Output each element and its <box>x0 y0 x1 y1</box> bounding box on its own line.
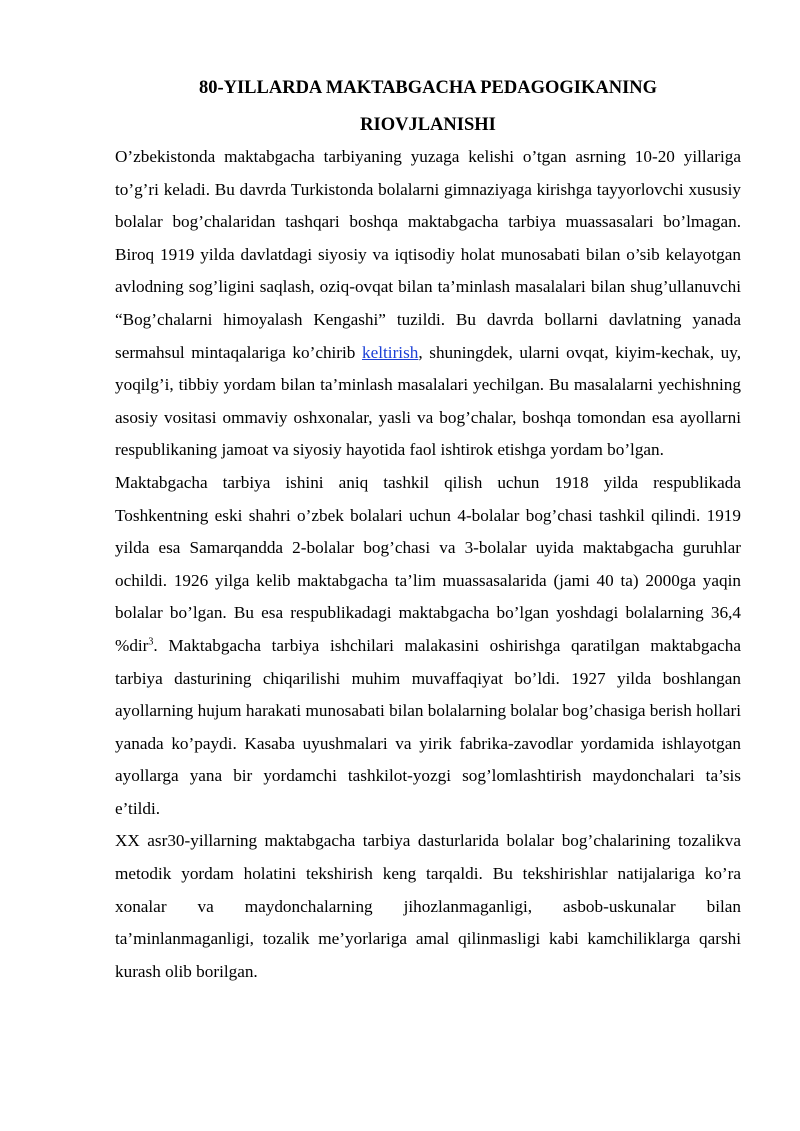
paragraph-2 <box>115 467 741 826</box>
paragraph-3: XX asr30-yillarning maktabgacha tarbiya dasturlarida bolalar bog’chalarining tozalikva metodik yordam holatini tekshirish keng tarqaldi. Bu tekshirishlar natijalariga ko’ra xonalar va maydonchalarning jihozlanmaganligi, asbob-uskunalar bilan ta’minlanmaganligi, tozalik me’yorlariga amal qilinmasligi kabi kamchiliklarga qarshi kurash olib borilgan. <box>115 831 741 981</box>
paragraph-2-text-a: Maktabgacha tarbiya ishini aniq tashkil qilish uchun 1918 yilda respublikada Toshkentning eski shahri o’zbek bolalari uchun 4-bolalar bog’chasi tashkil qilindi. 1919 yilda esa Samarqandda 2-bolalar bog’chasi va 3-bolalar uyida maktabgacha guruhlar ochildi. 1926 yilga kelib maktabgacha ta’lim muassasalarida (jami 40 ta) 2000ga yaqin bolalar bo’lgan. Bu esa respublikadagi maktabgacha bo’lgan yoshdagi bolalarning 36,4 %dir <box>115 472 741 655</box>
title-line-1: 80-YILLARDA MAKTABGACHA PEDAGOGIKANING <box>198 78 658 98</box>
footnote-reference: 3 <box>148 636 154 648</box>
page-title <box>115 70 741 144</box>
paragraph-1-text-a: O’zbekistonda maktabgacha tarbiyaning yuzaga kelishi o’tgan asrning 10-20 yillariga to’g’ri keladi. Bu davrda Turkistonda bolalarni gimnaziyaga kirishga tayyorlovchi xususiy bolalar bog’chalaridan tashqari boshqa maktabgacha tarbiya muassasalari bo’lmagan. Biroq 1919 yilda davlatdagi siyosiy va iqtisodiy holat munosabati bilan o’sib kelayotgan avlodning sog’ligini saqlash, oziq-ovqat bilan ta’minlash masalalari bilan shug’ullanuvchi “Bog’chalarni himoyalash Kengashi” tuzildi. Bu davrda bollarni davlatning yanada sermahsul mintaqalariga ko’chirib <box>115 147 741 362</box>
paragraph-2-text-b: . Maktabgacha tarbiya ishchilari malakasini oshirishga qaratilgan maktabgacha tarbiya dasturining chiqarilishi muhim muvaffaqiyat bo’ldi. 1927 yilda boshlangan ayollarning hujum harakati munosabati bilan bolalarning bolalar bog’chasiga berish hollari yanada ko’paydi. Kasaba uyushmalari va yirik fabrika-zavodlar yordamida ishlayotgan ayollarga yana bir yordamchi tashkilot-yozgi sog’lomlashtirish maydonchalari ta’sis e’tildi. <box>115 635 741 818</box>
paragraph-1-text-b: , shuningdek, ularni ovqat, kiyim-kechak, uy, yoqilg’i, tibbiy yordam bilan ta’minlash masalalari yechilgan. Bu masalalarni yechishning asosiy vositasi ommaviy oshxonalar, yasli va bog’chalar, boshqa tomondan esa ayollarni respublikaning jamoat va siyosiy hayotida faol ishtirok etishga yordam bo’lgan. <box>115 342 741 460</box>
document-page <box>115 70 741 988</box>
keltirish-link[interactable]: keltirish <box>362 342 419 362</box>
paragraph-1 <box>115 141 741 467</box>
title-line-2: RIOVJLANISHI <box>360 115 496 135</box>
